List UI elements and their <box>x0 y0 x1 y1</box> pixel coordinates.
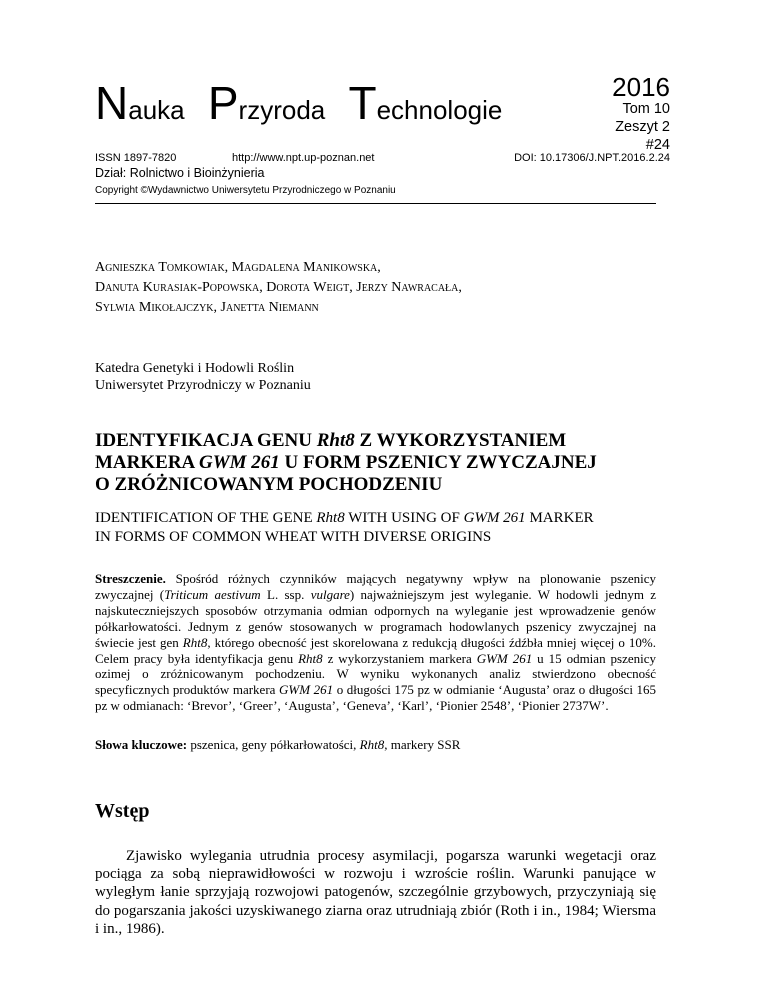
author-line: Danuta Kurasiak-Popowska, Dorota Weigt, Jerzy Nawracała, <box>95 280 462 295</box>
journal-url[interactable]: http://www.npt.up-poznan.net <box>232 152 375 164</box>
authors <box>95 258 462 318</box>
author-line: Agnieszka Tomkowiak, Magdalena Manikowska, <box>95 260 381 275</box>
title-polish <box>95 430 597 496</box>
abstract: Streszczenie. Spośród różnych czynników mających negatywny wpływ na plonowanie pszenicy zwyczajnej (Triticum aestivum L. ssp. vulgare) najważniejszym jest wyleganie. W hodowli jednym z najskuteczniejszych sposobów otrzymania odmian odpornych na wyleganie jest wprowadzenie genów półkarłowatości. Jednym z genów stosowanych w programach hodowlanych pszenicy zwyczajnej na świecie jest gen Rht8, którego obecność jest skorelowana z redukcją długości źdźbła mniej więcej o 10%. Celem pracy była identyfikacja genu Rht8 z wykorzystaniem markera GWM 261 u 15 odmian pszenicy ozimej o zróżnicowanym pochodzeniu. W wyniku wykonanych analiz stwierdzono obecność specyficznych produktów markera GWM 261 o długości 175 pz w odmianie ‘Augusta’ oraz o długości 165 pz w odmianach: ‘Brevor’, ‘Greer’, ‘Augusta’, ‘Geneva’, ‘Karl’, ‘Pionier 2548’, ‘Pionier 2737W’. <box>95 571 657 714</box>
journal-word-3: Technologie <box>348 77 503 129</box>
keywords: Słowa kluczowe: pszenica, geny półkarłowatości, Rht8, markery SSR <box>95 737 461 752</box>
title-line: O ZRÓŻNICOWANYM POCHODZENIU <box>95 474 443 495</box>
title-line: IDENTIFICATION OF THE GENE Rht8 WITH USING OF GWM 261 MARKER <box>95 510 594 526</box>
author-line: Sylwia Mikołajczyk, Janetta Niemann <box>95 300 319 315</box>
affiliation <box>95 360 311 394</box>
journal-year: 2016 <box>612 72 670 102</box>
section-heading: Wstęp <box>95 800 150 822</box>
affiliation-line: Uniwersytet Przyrodniczy w Poznaniu <box>95 378 311 393</box>
journal-word-2: Przyroda <box>207 77 326 129</box>
volume: Tom 10 <box>622 101 670 117</box>
intro-paragraph: Zjawisko wylegania utrudnia procesy asymilacji, pogarsza warunki wegetacji oraz pociąga za sobą nieprawidłowości w rozwoju i wzroście roślin. Warunki panujące w wyległym łanie sprzyjają rozwojowi patogenów, szczególnie grzybowych, przyczyniają się do pogarszania jakości uzyskiwanego ziarna oraz utrudniają zbiór (Roth i in., 1984; Wiersma i in., 1986). <box>95 848 656 937</box>
issn: ISSN 1897-7820 <box>95 152 177 164</box>
abstract-label: Streszczenie. <box>95 571 166 586</box>
keywords-label: Słowa kluczowe: <box>95 737 188 752</box>
department: Dział: Rolnictwo i Bioinżynieria <box>95 166 265 180</box>
journal-word-1: Nauka <box>95 77 185 129</box>
doi[interactable]: DOI: 10.17306/J.NPT.2016.2.24 <box>514 152 670 164</box>
title-english <box>95 509 594 547</box>
header-divider <box>95 203 656 204</box>
title-line: IDENTYFIKACJA GENU Rht8 Z WYKORZYSTANIEM <box>95 430 567 451</box>
article-number: #24 <box>645 137 670 153</box>
copyright: Copyright ©Wydawnictwo Uniwersytetu Przyrodniczego w Poznaniu <box>95 185 396 196</box>
journal-title <box>95 77 503 129</box>
title-line: MARKERA GWM 261 U FORM PSZENICY ZWYCZAJNEJ <box>95 452 597 473</box>
affiliation-line: Katedra Genetyki i Hodowli Roślin <box>95 361 295 376</box>
title-line: IN FORMS OF COMMON WHEAT WITH DIVERSE ORIGINS <box>95 529 492 545</box>
volume-block <box>615 100 670 154</box>
issue: Zeszyt 2 <box>615 119 670 135</box>
